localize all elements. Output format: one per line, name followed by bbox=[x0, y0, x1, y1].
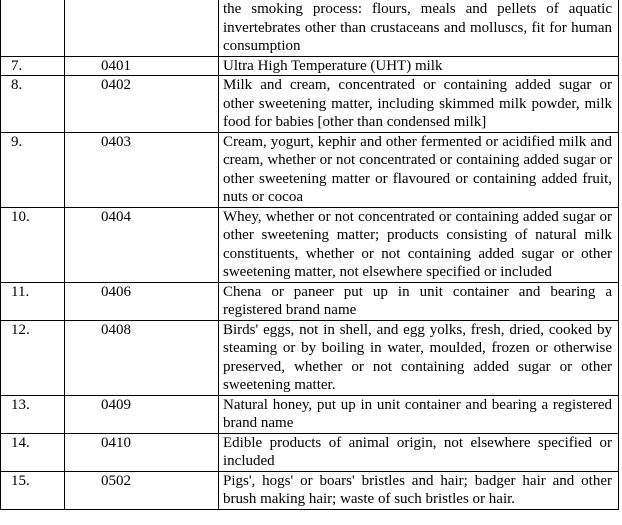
tariff-code-cell: 0402 bbox=[65, 76, 219, 133]
description-cell: Edible products of animal origin, not elsewhere specified or included bbox=[219, 433, 619, 471]
table-row bbox=[1, 132, 619, 207]
tariff-code-cell: 0502 bbox=[65, 471, 219, 509]
serial-number-cell: 14. bbox=[1, 433, 65, 471]
description-cell: the smoking process: flours, meals and pellets of aquatic invertebrates other than crustaceans and molluscs, fit for human consumption bbox=[219, 0, 619, 56]
table-row bbox=[1, 207, 619, 282]
serial-number-cell: 10. bbox=[1, 207, 65, 282]
description-cell: Chena or paneer put up in unit container and bearing a registered brand name bbox=[219, 282, 619, 320]
description-cell: Natural honey, put up in unit container and bearing a registered brand name bbox=[219, 395, 619, 433]
table-row bbox=[1, 395, 619, 433]
tariff-code-cell: 0408 bbox=[65, 320, 219, 395]
table-row bbox=[1, 56, 619, 76]
table-row bbox=[1, 282, 619, 320]
table-row bbox=[1, 320, 619, 395]
serial-number-cell: 8. bbox=[1, 76, 65, 133]
tariff-code-cell: 0410 bbox=[65, 433, 219, 471]
serial-number-cell bbox=[1, 0, 65, 56]
description-cell: Birds' eggs, not in shell, and egg yolks, fresh, dried, cooked by steaming or by boiling in water, moulded, frozen or otherwise preserved, whether or not containing added sugar or other sweetening matter. bbox=[219, 320, 619, 395]
tariff-code-cell: 0409 bbox=[65, 395, 219, 433]
serial-number-cell: 7. bbox=[1, 56, 65, 76]
table-row bbox=[1, 0, 619, 56]
description-cell: Pigs', hogs' or boars' bristles and hair; badger hair and other brush making hair; waste of such bristles or hair. bbox=[219, 471, 619, 509]
tariff-code-cell bbox=[65, 0, 219, 56]
serial-number-cell: 13. bbox=[1, 395, 65, 433]
serial-number-cell: 15. bbox=[1, 471, 65, 509]
tariff-code-cell: 0406 bbox=[65, 282, 219, 320]
description-cell: Milk and cream, concentrated or containing added sugar or other sweetening matter, including skimmed milk powder, milk food for babies [other than condensed milk] bbox=[219, 76, 619, 133]
tariff-code-cell: 0401 bbox=[65, 56, 219, 76]
serial-number-cell: 9. bbox=[1, 132, 65, 207]
description-cell: Whey, whether or not concentrated or containing added sugar or other sweetening matter; products consisting of natural milk constituents, whether or not containing added sugar or other sweetening matter, not elsewhere specified or included bbox=[219, 207, 619, 282]
tariff-code-cell: 0403 bbox=[65, 132, 219, 207]
description-cell: Ultra High Temperature (UHT) milk bbox=[219, 56, 619, 76]
table-row bbox=[1, 471, 619, 509]
serial-number-cell: 12. bbox=[1, 320, 65, 395]
description-cell: Cream, yogurt, kephir and other fermented or acidified milk and cream, whether or not concentrated or containing added sugar or other sweetening matter or flavoured or containing added fruit, nuts or cocoa bbox=[219, 132, 619, 207]
tariff-code-cell: 0404 bbox=[65, 207, 219, 282]
table-row bbox=[1, 76, 619, 133]
serial-number-cell: 11. bbox=[1, 282, 65, 320]
table-row bbox=[1, 433, 619, 471]
